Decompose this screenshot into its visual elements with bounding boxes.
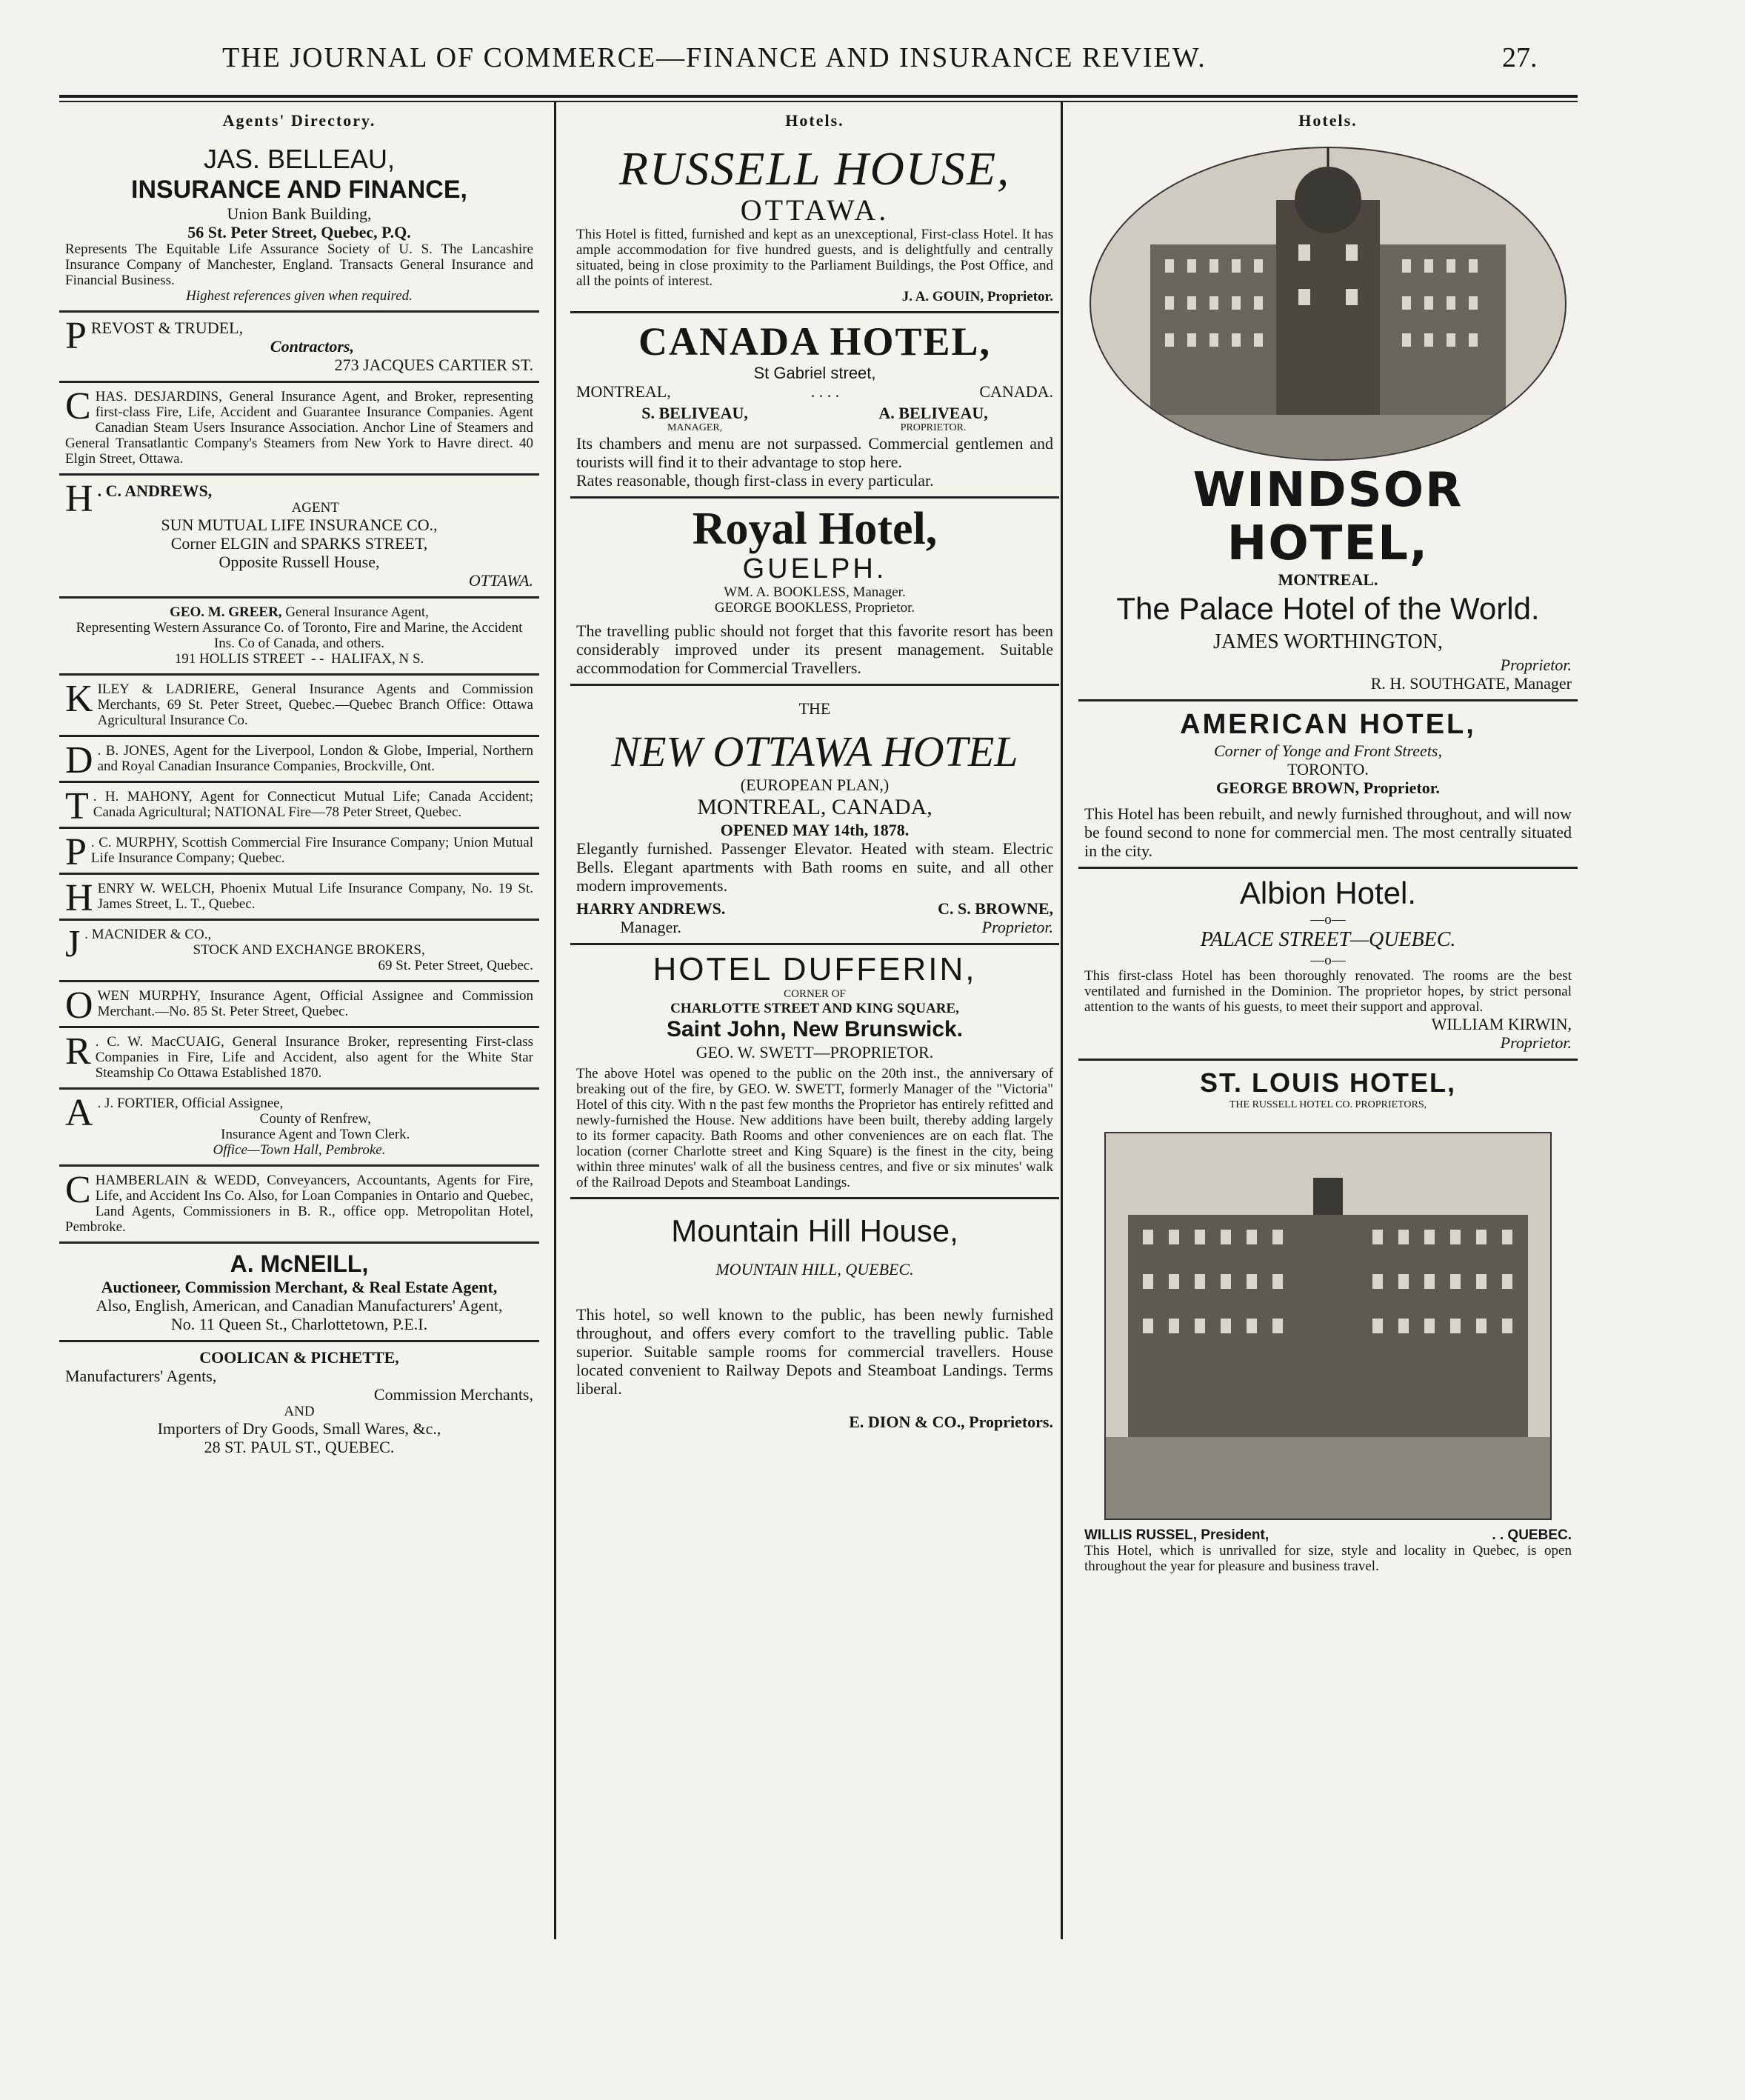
st-louis-hotel-engraving [1104,1132,1552,1520]
hotel-body: This first-class Hotel has been thoroughly renovated. The rooms are the best ventilated and furnished in the Dominion. The proprietor hopes, by strict personal attention to the wants of his guests, to meet their support and approval. [1084,968,1572,1015]
ad-coolican [59,1342,539,1463]
ad-name: COOLICAN & PICHETTE, [199,1348,399,1367]
ad-role: Auctioneer, Commission Merchant, & Real Estate Agent, [101,1278,498,1296]
hotel-proprietor: A. BELIVEAU, [878,404,988,422]
hotel-body: The travelling public should not forget that this favorite resort has been considerably improved under its present management. Suitable accommodation for Commercial Travellers. [576,621,1053,677]
hotel-the: THE [798,699,831,718]
hotel-body: The above Hotel was opened to the public on the 20th inst., the anniversary of breaking out of the fire, by GEO. W. SWETT, formerly Manager of the "Victoria" Hotel of this city. With n the past few months the Proprietor has entirely refitted and newly-furnished the House. New additions have been built, thereby adding largely to its former capacity. Bath Rooms and other conveniences are on each flat. The location (corner Charlotte street and King Square) is the finest in the city, being within three minutes' walk of all the business centres, and five or six minutes' walk of the Railroad Depots and Steamboat Landings. [576,1066,1053,1190]
hotel-name: NEW OTTAWA HOTEL [611,727,1018,776]
ad-building: Union Bank Building, [227,204,372,223]
hotel-proprietor: GEORGE BROWN, Proprietor. [1216,779,1440,797]
windsor-hotel-engraving [1090,147,1567,461]
ad-macnider [59,921,539,982]
ad-corner: Corner ELGIN and SPARKS STREET, [170,534,428,553]
ad-text: Representing Western Assurance Co. of Toronto, Fire and Marine, the Accident Ins. Co of Canada, and others. [76,620,523,651]
hotel-city: MONTREAL, [576,382,671,401]
hotel-streets: CHARLOTTE STREET AND KING SQUARE, [670,1001,959,1016]
drop-cap: O [65,984,93,1027]
ad-company: SUN MUTUAL LIFE INSURANCE CO., [161,516,438,534]
hotel-proprietor: GEO. W. SWETT—PROPRIETOR. [695,1043,934,1061]
hotel-ornament: —o— [1310,953,1346,968]
journal-title: THE JOURNAL OF COMMERCE—FINANCE AND INSURANCE REVIEW. [222,42,1207,73]
hotel-rates: Rates reasonable, though first-class in every particular. [576,471,934,490]
ad-mcneill [59,1244,539,1342]
drop-cap: T [65,785,89,827]
ad-refs: Highest references given when required. [186,288,413,304]
hotel-name: CANADA HOTEL, [638,319,992,364]
ad-mahony [59,783,539,829]
ad-windsor-hotel [1078,138,1578,701]
ad-kiley [59,676,539,737]
column-divider [554,102,556,1939]
hotel-proprietor-role: Proprietor. [981,918,1053,936]
hotel-city: GUELPH. [742,553,887,584]
ad-address: 56 St. Peter Street, Quebec, P.Q. [187,223,411,241]
ad-county: County of Renfrew, [259,1111,371,1127]
hotel-city: . . QUEBEC. [1492,1527,1572,1543]
ad-role: AGENT [291,500,339,516]
ad-russell-house [570,138,1059,313]
ad-address: 69 St. Peter Street, Quebec. [378,958,533,973]
ad-city: HALIFAX, N S. [331,651,424,667]
hotel-proprietor: WILLIAM KIRWIN, [1431,1015,1572,1033]
ad-text: . H. MAHONY, Agent for Connecticut Mutual Life; Canada Accident; Canada Agricultural; NATIONAL Fire—78 Peter Street, Quebec. [93,789,533,820]
ad-maccuaig [59,1028,539,1090]
ad-text: HAS. DESJARDINS, General Insurance Agent, and Broker, representing first-class Fire, Life, Accident and Guarantee Insurance Companies. Agent Canadian Steam Users Insurance Association. Anchor Line of Steamers and General Transatlantic Company's Steamers from New York to Havre direct. 40 Elgin Street, Ottawa. [65,389,533,467]
ad-chamberlain [59,1167,539,1244]
ad-name: A. McNEILL, [230,1250,369,1277]
drop-cap: J [65,923,81,965]
ad-text: . MACNIDER & CO., [84,927,212,942]
ad-owen-murphy [59,982,539,1028]
hotel-body: Its chambers and menu are not surpassed. Commercial gentlemen and tourists will find it to their advantage to stop here. [576,434,1053,471]
hotel-street: St Gabriel street, [753,364,876,382]
ad-name: JAS. BELLEAU, [203,144,396,174]
hotel-ornament: —o— [1310,912,1346,927]
ad-role: Contractors, [270,337,354,356]
ad-greer: GEO. M. GREER, General Insurance Agent, Representing Western Assurance Co. of Toronto, Fire and Marine, the Accident Ins. Co of Canada, and others. 191 HOLLIS STREET - - HALIFAX, N S. [59,599,539,676]
hotel-plan: (EUROPEAN PLAN,) [740,776,890,794]
hotel-proprietor: J. A. GOUIN, Proprietor. [901,289,1053,304]
column-divider [1061,102,1063,1939]
hotel-tagline: The Palace Hotel of the World. [1116,591,1540,626]
ad-text: ENRY W. WELCH, Phoenix Mutual Life Insurance Company, No. 19 St. James Street, L. T., Quebec. [97,881,533,912]
ad-text: HAMBERLAIN & WEDD, Conveyancers, Accountants, Agents for Fire, Life, and Accident Ins Co. Also, for Loan Companies in Ontario and Quebec, Land Agents, Commissioners in B. R., office opp. Metropolitan Hotel, Pembroke. [65,1173,533,1235]
hotel-street: PALACE STREET—QUEBEC. [1200,928,1456,951]
hotel-body: This hotel, so well known to the public, has been newly furnished throughout, and offers every comfort to the travelling public. Table superior. Suitable sample rooms for commercial travellers. House located convenient to Railway Depots and Steamboat Landings. Terms liberal. [576,1305,1053,1398]
hotel-name: HOTEL DUFFERIN, [653,951,977,987]
hotel-owners: THE RUSSELL HOTEL CO. PROPRIETORS, [1229,1099,1427,1110]
hotel-proprietor: C. S. BROWNE, [938,899,1053,918]
ad-body: Represents The Equitable Life Assurance Society of U. S. The Lancashire Insurance Company of Manchester, England. Transacts General Insurance and Financial Business. [65,241,533,288]
hotel-name: RUSSELL HOUSE, [618,142,1011,195]
drop-cap: K [65,678,93,720]
ad-canada-hotel [570,313,1059,499]
header-rule-thin [59,101,1578,102]
drop-cap: C [65,1169,91,1211]
drop-cap: R [65,1030,91,1073]
ad-office: Office—Town Hall, Pembroke. [213,1142,386,1158]
hotel-city: MONTREAL, CANADA, [697,795,932,819]
hotel-corner: CORNER OF [784,988,846,1000]
page-header [0,0,1745,96]
ad-address: 273 JACQUES CARTIER ST. [334,356,533,374]
ad-role: Insurance Agent and Town Clerk. [221,1127,410,1142]
hotel-city: MOUNTAIN HILL, QUEBEC. [715,1260,914,1279]
ad-andrews [59,476,539,599]
hotel-country: CANADA. [979,382,1053,401]
ad-address: No. 11 Queen St., Charlottetown, P.E.I. [170,1315,428,1333]
ad-also: Also, English, American, and Canadian Manufacturers' Agent, [96,1296,503,1315]
ad-prevost [59,313,539,383]
hotel-city: MONTREAL. [1278,570,1378,589]
agents-directory-column [59,111,539,1948]
hotel-proprietor: JAMES WORTHINGTON, [1213,630,1443,653]
ad-text: . B. JONES, Agent for the Liverpool, London & Globe, Imperial, Northern and Royal Canadian Insurance Companies, Brockville, Ont. [97,743,533,774]
hotel-manager: R. H. SOUTHGATE, Manager [1370,674,1572,693]
ad-name: GEO. M. GREER, [170,604,282,620]
ad-name: REVOST & TRUDEL, [90,319,244,337]
ad-murphy [59,829,539,875]
hotel-body: Elegantly furnished. Passenger Elevator. Heated with steam. Electric Bells. Elegant apartments with Bath rooms en suite, and all other modern improvements. [576,839,1053,895]
ad-city: OTTAWA. [468,571,533,590]
ad-street: 191 HOLLIS STREET [174,651,304,667]
hotel-body: This Hotel, which is unrivalled for size, style and locality in Quebec, is open throughout the year for pleasure and business travel. [1084,1543,1572,1574]
drop-cap: P [65,315,87,357]
hotel-proprietor-role: PROPRIETOR. [900,422,967,433]
hotels-column-middle [570,111,1059,1941]
hotel-city: OTTAWA. [740,193,890,227]
ad-mountain-hill-house [570,1199,1059,1438]
ad-new-ottawa-hotel [570,686,1059,945]
column-heading: Agents' Directory. [222,111,376,130]
ad-text: WEN MURPHY, Insurance Agent, Official Assignee and Commission Merchant.—No. 85 St. Peter Street, Quebec. [97,988,533,1019]
hotel-proprietor: E. DION & CO., Proprietors. [849,1413,1053,1431]
hotels-column-right [1078,111,1578,1941]
ad-belleau [59,138,539,313]
ad-opposite: Opposite Russell House, [218,553,380,571]
hotel-name: Albion Hotel. [1239,876,1417,910]
hotel-body: This Hotel is fitted, furnished and kept as an unexceptional, First-class Hotel. It has ample accommodation for five hundred guests, and is delightfully and centrally situated, being in close proximity to the Parliament Buildings, the Post Office, and all the points of interest. [576,227,1053,289]
hotel-president: WILLIS RUSSEL, President, [1084,1527,1269,1543]
hotel-proprietor-role: Proprietor. [1500,656,1572,674]
hotel-name: Royal Hotel, [692,504,938,554]
ad-line-2: Commission Merchants, [373,1385,533,1404]
ad-royal-hotel [570,499,1059,686]
hotel-city: Saint John, New Brunswick. [666,1017,964,1041]
ad-albion-hotel [1078,869,1578,1061]
ad-fortier [59,1090,539,1167]
ad-jones [59,737,539,783]
drop-cap: A [65,1092,93,1134]
hotel-corner: Corner of Yonge and Front Streets, [1213,741,1442,760]
drop-cap: D [65,739,93,781]
ad-text: ILEY & LADRIERE, General Insurance Agents and Commission Merchants, 69 St. Peter Street, Quebec.—Quebec Branch Office: Ottawa Agricultural Insurance Co. [97,681,533,728]
hotel-opened: OPENED MAY 14th, 1878. [720,821,910,839]
ad-role: STOCK AND EXCHANGE BROKERS, [193,942,425,958]
column-heading: Hotels. [1298,111,1358,130]
ad-american-hotel [1078,701,1578,869]
ad-line-1: Manufacturers' Agents, [65,1367,217,1385]
column-heading: Hotels. [785,111,844,130]
hotel-manager: S. BELIVEAU, [641,404,748,422]
ad-desjardins [59,383,539,476]
drop-cap: H [65,478,93,520]
ad-line-3: Importers of Dry Goods, Small Wares, &c., [157,1419,441,1438]
hotel-name: AMERICAN HOTEL, [1180,709,1476,740]
ad-text: . C. W. MacCUAIG, General Insurance Broker, representing First-class Companies in Fire, Life and Accident, also agent for the White Star Steamship Co Ottawa Established 1870. [95,1034,533,1081]
ad-and: AND [284,1404,315,1419]
hotel-proprietor: GEORGE BOOKLESS, Proprietor. [714,600,915,616]
hotel-city: TORONTO. [1287,760,1369,779]
ad-role: General Insurance Agent, [285,604,429,620]
hotel-name: WINDSOR HOTEL, [1192,463,1464,571]
drop-cap: H [65,877,93,919]
header-rule [59,95,1578,98]
hotel-manager-role: Manager. [620,918,681,936]
ad-st-louis-hotel [1078,1061,1578,1581]
hotel-dots: . . . . [810,382,840,401]
hotel-name: Mountain Hill House, [671,1213,958,1248]
ad-hotel-dufferin [570,945,1059,1199]
hotel-body: This Hotel has been rebuilt, and newly furnished throughout, and will now be found second to none for commercial men. The most centrally situated in the city. [1084,804,1572,860]
hotel-manager-role: MANAGER, [667,422,723,433]
hotel-manager: WM. A. BOOKLESS, Manager. [724,584,906,600]
ad-text: . C. MURPHY, Scottish Commercial Fire Insurance Company; Union Mutual Life Insurance Company; Quebec. [90,835,533,866]
drop-cap: P [65,831,87,873]
ad-name: . J. FORTIER, Official Assignee, [97,1096,284,1111]
ad-name: . C. ANDREWS, [97,481,213,500]
hotel-manager: HARRY ANDREWS. [576,899,726,918]
ad-line: INSURANCE AND FINANCE, [131,176,467,204]
ad-welch [59,875,539,921]
ad-address: 28 ST. PAUL ST., QUEBEC. [204,1438,395,1456]
page-number: 27. [1502,42,1538,73]
hotel-proprietor-role: Proprietor. [1500,1033,1572,1052]
hotel-name: ST. LOUIS HOTEL, [1199,1067,1456,1098]
drop-cap: C [65,385,91,427]
